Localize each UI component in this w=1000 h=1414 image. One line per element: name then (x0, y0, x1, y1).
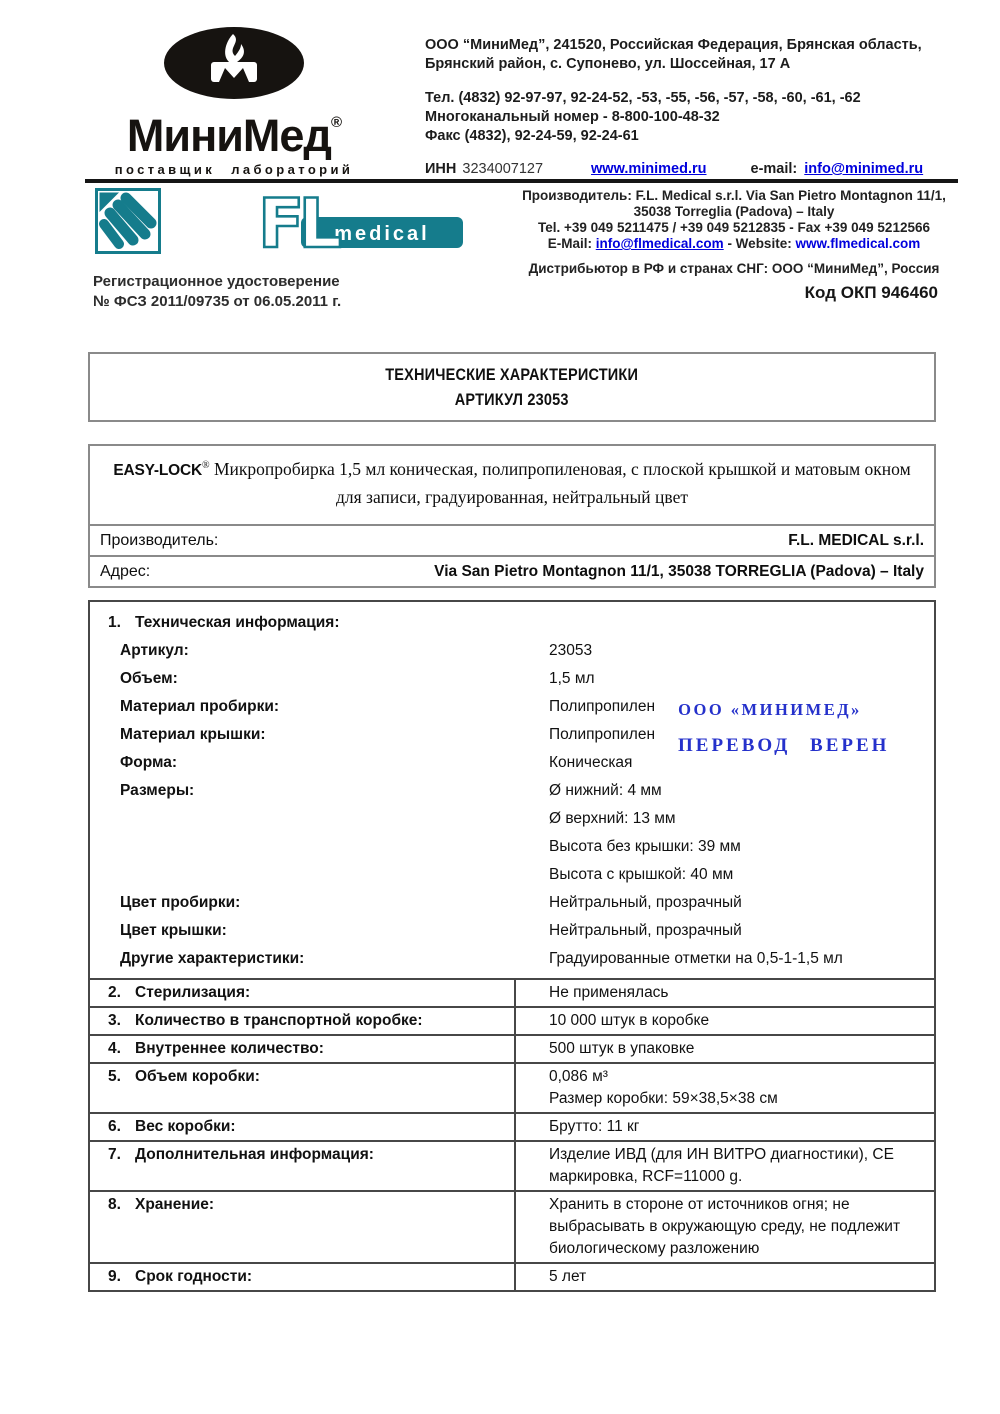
row-label: Материал пробирки: (120, 698, 280, 715)
row-label: Срок годности: (135, 1268, 253, 1285)
row-number: 7. (108, 1146, 121, 1163)
svg-text:medical: medical (334, 223, 430, 245)
manufacturer-info (514, 188, 954, 301)
row-label: Хранение: (135, 1196, 215, 1213)
row-value-multiline (549, 777, 934, 889)
table-row (90, 1034, 934, 1062)
reg-cert-line1: Регистрационное удостоверение (93, 273, 340, 290)
row-label: Другие характеристики: (120, 950, 305, 967)
row-value: Коническая (549, 754, 633, 771)
row-number: 6. (108, 1118, 121, 1135)
translation-stamp (678, 700, 890, 757)
row-value: Нейтральный, прозрачный (549, 922, 742, 939)
row-label: Стерилизация: (135, 984, 251, 1001)
row-label: Количество в транспортной коробке: (135, 1012, 423, 1029)
section1-title-text: Техническая информация: (135, 614, 340, 631)
row-value-cell (514, 1036, 934, 1062)
row-number: 4. (108, 1040, 121, 1057)
distributor-line: Дистрибьютор в РФ и странах СНГ: ООО “МиниМед”, Россия (528, 261, 940, 276)
spec-section-1 (90, 602, 934, 978)
inn-label: ИНН (425, 161, 457, 177)
size-line: Ø нижний: 4 мм (549, 782, 662, 799)
company-fax: Факс (4832), 92-24-59, 92-24-61 (425, 128, 639, 144)
row-value: Полипропилен (549, 698, 656, 715)
row-label: Размеры: (120, 782, 195, 799)
row-label: Материал крышки: (120, 726, 266, 743)
size-line: Высота с крышкой: 40 мм (549, 866, 734, 883)
table-row (90, 1190, 934, 1262)
fl-website-link[interactable]: www.flmedical.com (795, 236, 921, 251)
row-number: 3. (108, 1012, 121, 1029)
row-value: 500 штук в упаковке (549, 1040, 695, 1057)
table-row (90, 1262, 934, 1290)
brand-text: МиниМед (126, 110, 331, 161)
row-number: 8. (108, 1196, 121, 1213)
address-label: Адрес: (100, 562, 151, 580)
brand-name (96, 100, 372, 159)
product-description-box (88, 444, 936, 588)
row-label-cell (90, 980, 514, 1006)
producer-row (90, 524, 934, 555)
doc-title-text2: АРТИКУЛ 23053 (455, 391, 569, 409)
section1-title (90, 609, 934, 637)
table-row (90, 777, 934, 889)
product-name (90, 446, 934, 524)
size-line: Ø верхний: 13 мм (549, 810, 676, 827)
row-value: 10 000 штук в коробке (549, 1012, 710, 1029)
row-value: 1,5 мл (549, 670, 595, 687)
row-number: 2. (108, 984, 121, 1001)
doc-title-text1: ТЕХНИЧЕСКИЕ ХАРАКТЕРИСТИКИ (385, 366, 639, 384)
row-label: Дополнительная информация: (135, 1146, 374, 1163)
row-label-cell (90, 1064, 514, 1112)
row-label: Внутреннее количество: (135, 1040, 324, 1057)
row-label: Цвет пробирки: (120, 894, 241, 911)
producer-contact-line (514, 236, 954, 252)
row-value-cell (514, 1264, 934, 1290)
row-value: 5 лет (549, 1268, 587, 1285)
row-label-cell (90, 1008, 514, 1034)
row-label: Объем: (120, 670, 178, 687)
stamp-line1: ООО «МИНИМЕД» (678, 700, 862, 719)
producer-label: Производитель: (100, 531, 219, 549)
row-label-cell (90, 1142, 514, 1190)
table-row (90, 917, 934, 945)
row-value-cell (514, 980, 934, 1006)
producer-line2: 35038 Torreglia (Padova) – Italy (633, 204, 835, 219)
company-contacts (425, 36, 965, 179)
section1-number: 1. (108, 614, 121, 631)
table-row (90, 1062, 934, 1112)
fl-website-label: - Website: (723, 236, 796, 251)
row-value-cell (514, 1192, 934, 1262)
row-value: Полипропилен (549, 726, 656, 743)
row-value-cell (514, 1008, 934, 1034)
table-row (90, 945, 934, 973)
row-value: Размер коробки: 59×38,5×38 см (549, 1090, 778, 1107)
row-number: 9. (108, 1268, 121, 1285)
row-label: Вес коробки: (135, 1118, 236, 1135)
row-value: Хранить в стороне от источников огня; не выбрасывать в окружающую среду, не подлежит биологическому разложению (549, 1196, 901, 1257)
doc-title-line2 (90, 388, 934, 413)
table-row (90, 1006, 934, 1034)
address-value: Via San Pietro Montagnon 11/1, 35038 TORREGLIA (Padova) – Italy (434, 562, 924, 580)
producer-value: F.L. MEDICAL s.r.l. (788, 531, 924, 549)
table-row (90, 1112, 934, 1140)
table-row (90, 889, 934, 917)
row-value: Нейтральный, прозрачный (549, 894, 742, 911)
row-label-cell (90, 1114, 514, 1140)
minimed-website-link[interactable]: www.minimed.ru (591, 161, 707, 177)
row-label: Форма: (120, 754, 178, 771)
brand-tagline: поставщик лабораторий (114, 162, 354, 177)
row-value: 23053 (549, 642, 593, 659)
row-number: 5. (108, 1068, 121, 1085)
row-label: Артикул: (120, 642, 189, 659)
producer-line3: Tel. +39 049 5211475 / +39 049 5212835 - Fax +39 049 5212566 (538, 220, 930, 235)
table-row (90, 637, 934, 665)
product-brand-reg: ® (201, 460, 210, 471)
minimed-email-link[interactable]: info@minimed.ru (804, 161, 924, 177)
company-address-line1: ООО “МиниМед”, 241520, Российская Федерация, Брянская область, (425, 37, 922, 53)
row-value: 0,086 м³ (549, 1068, 608, 1085)
company-multichannel: Многоканальный номер - 8-800-100-48-32 (425, 109, 720, 125)
header-divider-rule (85, 179, 958, 183)
product-name-rest: Микропробирка 1,5 мл коническая, полипропиленовая, с плоской крышкой и матовым окном для записи, градуированная, нейтральный цвет (209, 458, 911, 507)
row-label-cell (90, 1192, 514, 1262)
row-label-cell (90, 1036, 514, 1062)
inn-row (425, 160, 965, 179)
fl-email-link[interactable]: info@flmedical.com (595, 236, 724, 251)
stamp-line2: ПЕРЕВОД ВЕРЕН (678, 735, 890, 756)
size-line: Высота без крышки: 39 мм (549, 838, 741, 855)
row-value: Не применялась (549, 984, 669, 1001)
fl-medical-logo-graphic (95, 186, 467, 256)
row-value: Брутто: 11 кг (549, 1118, 640, 1135)
registration-certificate (93, 272, 341, 311)
row-value-cell (514, 1142, 934, 1190)
row-label: Объем коробки: (135, 1068, 260, 1085)
email-label: e-mail: (750, 161, 798, 177)
company-phones: Тел. (4832) 92-97-97, 92-24-52, -53, -55, -56, -57, -58, -60, -61, -62 (425, 90, 861, 106)
fl-email-label: E-Mail: (547, 236, 596, 251)
svg-text:FL: FL (258, 186, 336, 256)
table-row (90, 665, 934, 693)
row-label-cell (90, 1264, 514, 1290)
minimed-logo (96, 26, 372, 177)
row-value-cell (514, 1114, 934, 1140)
doc-title-line1 (90, 363, 934, 388)
okp-code: Код ОКП 946460 (804, 283, 938, 302)
company-address-line2: Брянский район, с. Супонево, ул. Шоссейная, 17 А (425, 56, 791, 72)
fl-medical-logo (95, 186, 467, 261)
table-row (90, 978, 934, 1006)
product-brand: EASY-LOCK (113, 461, 202, 479)
reg-cert-line2: № ФСЗ 2011/09735 от 06.05.2011 г. (93, 292, 342, 310)
row-value: Градуированные отметки на 0,5-1-1,5 мл (549, 950, 843, 967)
row-value-cell (514, 1064, 934, 1112)
row-value: Изделие ИВД (для ИН ВИТРО диагностики), СЕ маркировка, RCF=11000 g. (549, 1146, 894, 1185)
row-label: Цвет крышки: (120, 922, 227, 939)
minimed-candle-icon (163, 26, 305, 100)
table-row (90, 1140, 934, 1190)
registered-mark: ® (331, 114, 342, 131)
inn-value: 3234007127 (462, 161, 544, 177)
producer-line1: Производитель: F.L. Medical s.r.l. Via San Pietro Montagnon 11/1, (522, 188, 946, 203)
title-box (88, 352, 936, 422)
address-row (90, 555, 934, 586)
